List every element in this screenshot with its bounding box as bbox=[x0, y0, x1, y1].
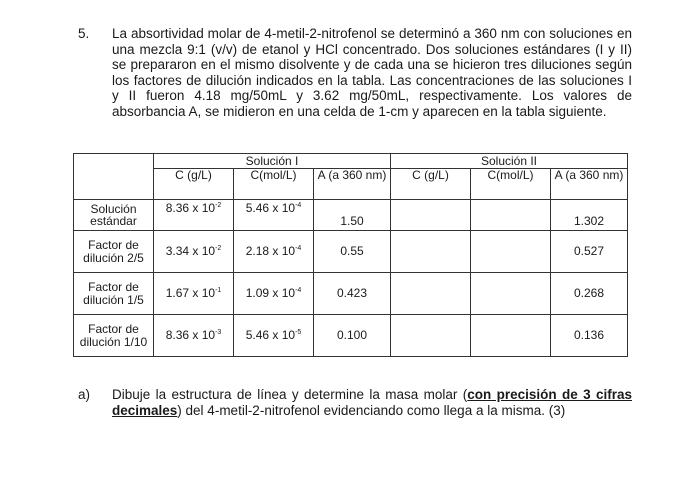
col-header-absorbance-2: A (a 360 nm) bbox=[551, 169, 628, 200]
col-header-absorbance-1: A (a 360 nm) bbox=[314, 169, 391, 200]
part-a-text-before: Dibuje la estructura de línea y determine la masa molar ( bbox=[112, 387, 468, 402]
cell-c-gl-2 bbox=[391, 273, 471, 315]
cell-c-mol: 2.18 x $10^{-4}$ bbox=[234, 231, 314, 273]
table-row bbox=[74, 273, 628, 315]
group-header-solution-1: Solución I bbox=[154, 154, 391, 169]
cell-absorbance-2: 1.302 bbox=[551, 200, 628, 231]
cell-c-gl: 3.34 x $10^{-2}$ bbox=[154, 231, 234, 273]
row-label: Factor de dilución 1/5 bbox=[74, 273, 154, 315]
col-header-c-mol-1: C(mol/L) bbox=[234, 169, 314, 200]
problem-statement: La absortividad molar de 4-metil-2-nitrofenol se determinó a 360 nm con soluciones en una mezcla 9:1 (v/v) de etanol y HCl concentrado. Dos soluciones estándares (I y II) se prepararon en el mismo disolvente y de cada una se hicieron tres diluciones según los factores de dilución indicados en la tabla. Las concentraciones de las soluciones I y II fueron 4.18 mg/50mL y 3.62 mg/50mL, respectivamente. Los valores de absorbancia A, se midieron en una celda de 1-cm y aparecen en la tabla siguiente. bbox=[112, 26, 632, 119]
problem-number: 5. bbox=[78, 26, 90, 41]
cell-c-mol-2 bbox=[471, 200, 551, 231]
cell-c-gl: 8.36 x $10^{-2}$ bbox=[154, 200, 234, 231]
col-header-c-gl-1: C (g/L) bbox=[154, 169, 234, 200]
cell-absorbance-1: 0.100 bbox=[314, 315, 391, 357]
cell-c-mol: 5.46 x $10^{-5}$ bbox=[234, 315, 314, 357]
row-label: Factor de dilución 2/5 bbox=[74, 231, 154, 273]
cell-absorbance-1: 1.50 bbox=[314, 200, 391, 231]
cell-absorbance-2: 0.527 bbox=[551, 231, 628, 273]
cell-c-gl: 8.36 x $10^{-3}$ bbox=[154, 315, 234, 357]
absorbance-table bbox=[73, 153, 628, 357]
cell-c-gl-2 bbox=[391, 231, 471, 273]
table-row bbox=[74, 231, 628, 273]
cell-c-mol-2 bbox=[471, 315, 551, 357]
corner-cell bbox=[74, 154, 154, 200]
part-a-emphasis: con precisión de 3 cifras decimales bbox=[112, 387, 632, 418]
cell-c-gl: 1.67 x $10^{-1}$ bbox=[154, 273, 234, 315]
cell-c-mol: 5.46 x $10^{-4}$ bbox=[234, 200, 314, 231]
part-a-text-after: ) del 4-metil-2-nitrofenol evidenciando como llega a la misma. (3) bbox=[177, 402, 566, 418]
part-a-question bbox=[112, 387, 632, 418]
group-header-solution-2: Solución II bbox=[391, 154, 628, 169]
col-header-c-gl-2: C (g/L) bbox=[391, 169, 471, 200]
table-row bbox=[74, 315, 628, 357]
col-header-c-mol-2: C(mol/L) bbox=[471, 169, 551, 200]
row-label: Factor de dilución 1/10 bbox=[74, 315, 154, 357]
cell-c-mol-2 bbox=[471, 231, 551, 273]
row-label: Solución estándar bbox=[74, 200, 154, 231]
cell-absorbance-1: 0.55 bbox=[314, 231, 391, 273]
cell-c-mol: 1.09 x $10^{-4}$ bbox=[234, 273, 314, 315]
cell-c-mol-2 bbox=[471, 273, 551, 315]
cell-c-gl-2 bbox=[391, 200, 471, 231]
cell-absorbance-1: 0.423 bbox=[314, 273, 391, 315]
cell-absorbance-2: 0.268 bbox=[551, 273, 628, 315]
part-a-label: a) bbox=[78, 387, 91, 402]
cell-c-gl-2 bbox=[391, 315, 471, 357]
cell-absorbance-2: 0.136 bbox=[551, 315, 628, 357]
table-row bbox=[74, 200, 628, 231]
